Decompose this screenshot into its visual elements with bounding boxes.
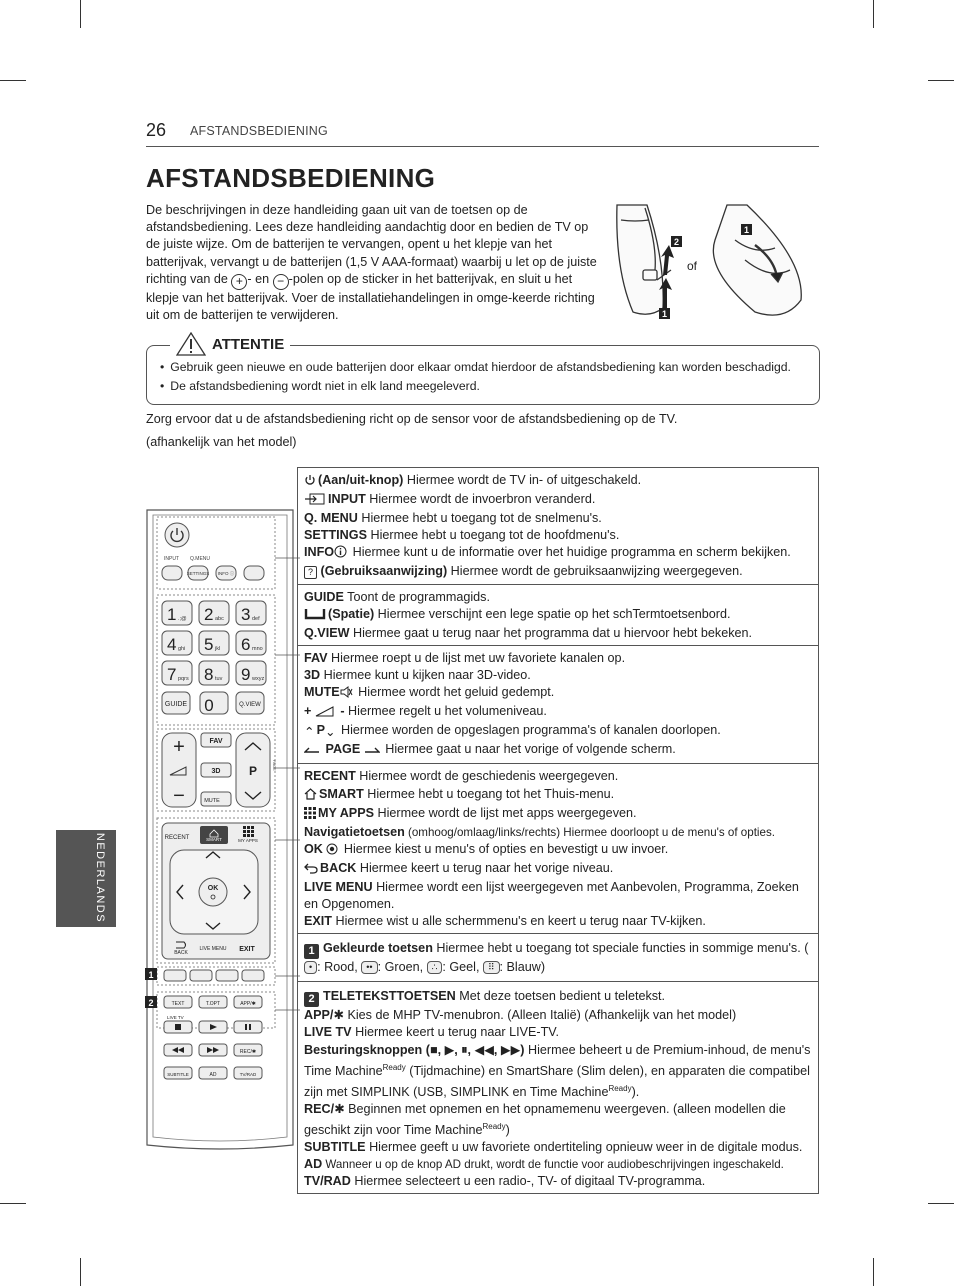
remote-digit-grid [162,601,266,685]
svg-text:SUBTITLE: SUBTITLE [167,1072,189,1077]
svg-text:P: P [248,764,258,778]
svg-text:RECENT: RECENT [164,835,190,841]
remote-digit-label: 1 [167,605,177,624]
sensor-instruction: Zorg ervoor dat u de afstandsbediening richt op de sensor voor de afstandsbediening op de TV. [146,412,678,426]
battery-illustration [605,200,820,325]
marker-1-badge: 1 [304,944,319,959]
channel-down-icon: ⌄ [324,725,336,740]
svg-text:EXIT: EXIT [239,946,255,953]
svg-text:APP/✱: APP/✱ [240,1001,256,1007]
marker-2-badge: 2 [304,992,319,1007]
remote-back-closed-icon [713,205,801,315]
attention-item: • Gebruik geen nieuwe en oude batterijen door elkaar omdat hierdoor de afstandsbediening kan worden beschadigd. [160,360,791,374]
ok-icon [326,843,338,860]
table-row: (Aan/uit-knop) Hiermee wordt de TV in- of uitgeschakeld. INPUT Hiermee wordt de invoerbron veranderd. Q. MENU Hiermee hebt u toegang tot de snelmenu's. SETTINGS Hiermee hebt u toegang tot de hoofdmenu's. INFO Hiermee kunt u de informatie over het huidige programma en scherm bekijken. ? (Gebruiksaanwijzing) Hiermee wordt de gebruiksaanwijzing weergegeven. [304,473,791,579]
svg-text:FAV: FAV [209,738,223,745]
remote-digit-label: 5 [204,635,214,654]
svg-text:INFO ⓘ: INFO ⓘ [217,571,235,576]
table-row: FAV Hiermee roept u de lijst met uw favoriete kanalen op. 3D Hiermee kunt u kijken naar 3D-video. MUTE Hiermee wordt het geluid gedempt. + - Hiermee regelt u het volumeniveau. ⌃ P⌄ Hiermee worden de opgeslagen programma's of kanalen doorlopen. PAGE Hiermee gaat u naar het vorige of volgende scherm. [298,645,818,764]
attention-item: • De afstandsbediening wordt niet in elk land meegeleverd. [160,379,480,393]
page-left-icon [304,743,320,760]
remote-digit-letters: mno [252,646,263,652]
page-header [146,118,819,147]
svg-text:TEXT: TEXT [171,1001,185,1007]
remote-digit-label: 8 [204,665,214,684]
table-row: RECENT Hiermee wordt de geschiedenis weergegeven. SMART Hiermee hebt u toegang tot het Thuis-menu. MY APPS Hiermee wordt de lijst met apps weergegeven. Navigatietoetsen (omhoog/omlaag/links/rechts) Hiermee doorloopt u de menu's of opties. OK Hiermee kiest u menu's of opties en bevestigt u uw invoer. BACK Hiermee keert u terug naar het vorige niveau. LIVE MENU Hiermee wordt een lijst weergegeven met Aanbevolen, Programma, Zoeken en Opgenomen. EXIT Hiermee wist u alle schermmenu's en keert u terug naar TV-kijken. [298,763,818,933]
step-1-label-right: 1 [743,225,750,235]
space-icon [304,607,326,625]
or-label: of [687,259,698,273]
svg-text:INPUT: INPUT [164,556,179,562]
page-right-icon [364,743,380,760]
info-icon [334,545,347,563]
channel-up-icon: ⌃ [304,725,315,740]
remote-digit-label: 3 [241,605,251,624]
svg-text:TV/RAD: TV/RAD [239,1072,257,1077]
remote-digit-label: 4 [167,635,177,654]
input-icon [304,493,326,510]
model-note: (afhankelijk van het model) [146,435,297,449]
svg-text:PAGE: PAGE [272,760,277,771]
svg-text:0: 0 [204,696,214,715]
svg-text:SETTINGS: SETTINGS [186,571,210,576]
svg-text:REC/✱: REC/✱ [239,1049,257,1055]
remote-digit-letters: abc [215,616,224,622]
attention-title: ATTENTIE [212,335,285,353]
volume-icon [315,705,335,722]
remote-digit-letters: wxyz [252,676,265,682]
svg-text:MUTE: MUTE [204,798,220,804]
user-guide-icon: ? [304,566,317,579]
svg-text:3D: 3D [211,768,221,775]
remote-digit-letters: .;@ [178,616,187,622]
remote-back-open-icon [617,205,671,314]
svg-text:AD: AD [209,1072,217,1078]
table-row: 2 TELETEKSTTOETSEN Met deze toetsen bedient u teletekst. APP/✱ Kies de MHP TV-menubron. (Alleen Italië) (Afhankelijk van het model) LIVE TV Hiermee keert u terug naar LIVE-TV. Besturingsknoppen (■, ▶, ⏸, ◀◀, ▶▶) Hiermee beheert u de Premium-inhoud, de menu's Time Machine$^{Ready}$ (Tijdmachine) en SmartShare (Slim delen), en apparaten die compatibel zijn met SIMPLINK (USB, SIMPLINK en Time Machine$^{Ready}$). REC/✱ Beginnen met opnemen en het opnamemenu weergeven. (alleen modellen die geschikt zijn voor Time Machine$^{Ready}$) SUBTITLE Hiermee geeft u uw favoriete ondertiteling opnieuw weer in de digitale modus. AD Wanneer u op de knop AD drukt, wordt de functie voor audiobeschrijvingen ingeschakeld. TV/RAD Hiermee selecteert u een radio-, TV- of digitaal TV-programma. [298,981,818,1193]
remote-digit-letters: pqrs [178,676,189,682]
back-icon [304,862,318,879]
svg-text:MY APPS: MY APPS [238,838,258,843]
svg-text:2: 2 [148,998,154,1008]
svg-text:LIVE TV: LIVE TV [167,1015,184,1020]
home-icon [304,788,317,805]
step-2-label: 2 [673,237,680,247]
svg-text:OK: OK [207,885,219,892]
remote-digit-letters: tuv [215,676,223,682]
blue-key-icon: ⠿ [483,961,500,974]
svg-text:+: + [173,736,185,758]
table-row: GUIDE Toont de programmagids. (Spatie) Hiermee verschijnt een lege spatie op het schTermtoetsenbord. Q.VIEW Hiermee gaat u terug naar het programma dat u hiervoor hebt bekeken. [298,584,818,645]
remote-digit-label: 6 [241,635,251,654]
power-icon [304,474,316,491]
warning-icon [176,332,206,356]
remote-control-illustration [140,505,300,1155]
remote-digit-label: 9 [241,665,251,684]
svg-text:LIVE MENU: LIVE MENU [199,946,227,952]
3d-icon: 3D [304,667,321,682]
mute-icon [340,686,353,703]
svg-text:1: 1 [148,970,154,980]
svg-text:Q.MENU: Q.MENU [190,556,210,562]
green-key-icon: •• [361,961,377,974]
button-description-table [297,467,819,1194]
svg-text:T.OPT: T.OPT [205,1001,221,1007]
apps-grid-icon [304,807,316,824]
step-1-label-left: 1 [661,309,668,319]
intro-paragraph: De beschrijvingen in deze handleiding gaan uit van de toetsen op de afstandsbediening. Lees deze handleiding aandachtig door en bedien de TV op de juiste wijze. Om de batterijen te vervangen, opent u het klepje van het batterijvak, vervangt u de batterijen (1,5 V AAA-formaat) waarbij u let op de juiste richting van de + - en − -polen op de sticker in het batterijvak, en sluit u het klepje van het batterijvak. Voer de installatiehandelingen in omge-keerde richting uit om de batterijen te verwijderen. [146,203,597,323]
svg-text:Q.VIEW: Q.VIEW [239,702,261,708]
remote-digit-label: 7 [167,665,177,684]
running-title: AFSTANDSBEDIENING [190,124,328,138]
svg-text:−: − [173,785,185,807]
svg-text:GUIDE: GUIDE [164,701,188,708]
page-title: AFSTANDSBEDIENING [146,163,436,193]
svg-text:BACK: BACK [174,950,188,956]
language-tab: NEDERLANDS [56,830,116,927]
svg-text:SMART: SMART [206,837,222,842]
remote-digit-letters: jkl [215,646,221,652]
attention-heading [170,330,290,358]
remote-digit-letters: def [252,616,260,622]
remote-digit-letters: ghi [178,646,186,652]
plus-pole-icon: + [231,274,247,290]
red-key-icon: • [304,961,317,974]
minus-pole-icon: − [273,274,289,290]
table-row: 1 Gekleurde toetsen Hiermee hebt u toegang tot speciale functies in sommige menu's. (• : Rood, •• : Groen, ∴ : Geel, ⠿ : Blauw) [298,933,818,981]
remote-digit-label: 2 [204,605,214,624]
page-number: 26 [146,120,167,140]
yellow-key-icon: ∴ [427,961,443,974]
